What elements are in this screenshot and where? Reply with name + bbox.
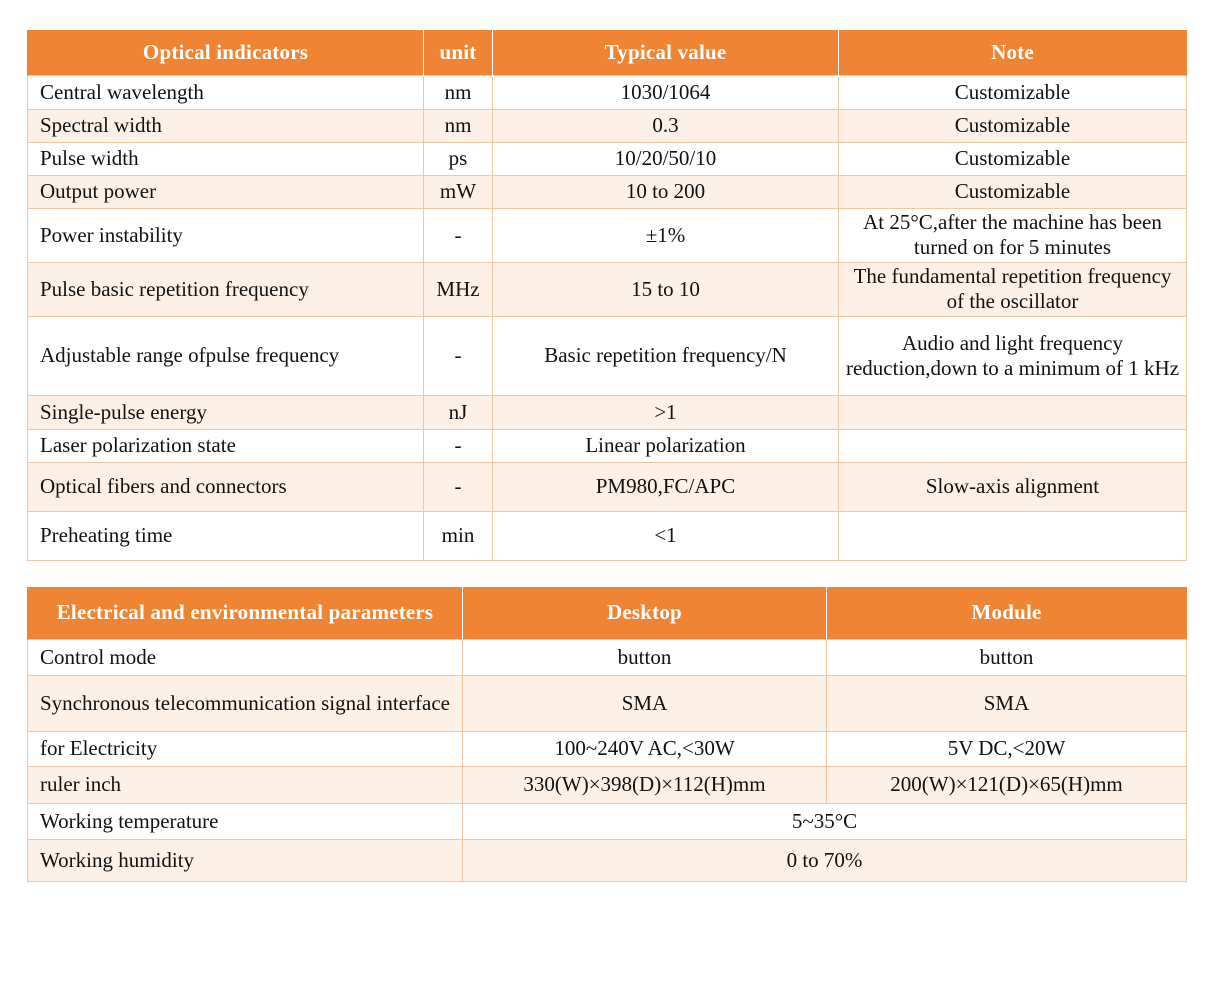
param-name: Output power [28, 175, 424, 208]
table-row [28, 639, 1187, 675]
desktop-value: SMA [463, 675, 827, 731]
header-typical-value: Typical value [493, 30, 839, 75]
param-name: Pulse basic repetition frequency [28, 262, 424, 316]
param-note: Customizable [839, 175, 1187, 208]
param-name: Control mode [28, 639, 463, 675]
table-row [28, 262, 1187, 316]
param-value: Basic repetition frequency/N [493, 316, 839, 395]
param-value: <1 [493, 511, 839, 560]
param-name: Power instability [28, 208, 424, 262]
table-row [28, 731, 1187, 766]
table-row [28, 395, 1187, 429]
optical-indicators-table [27, 30, 1187, 561]
param-value: >1 [493, 395, 839, 429]
module-value: SMA [827, 675, 1187, 731]
param-name: Pulse width [28, 142, 424, 175]
param-note [839, 395, 1187, 429]
param-note: Customizable [839, 75, 1187, 109]
header-unit: unit [424, 30, 493, 75]
param-name: ruler inch [28, 766, 463, 803]
param-note: Customizable [839, 109, 1187, 142]
electrical-header-row [28, 587, 1187, 639]
electrical-environmental-table [27, 587, 1187, 882]
param-value: PM980,FC/APC [493, 462, 839, 511]
table-row [28, 109, 1187, 142]
param-value: 0.3 [493, 109, 839, 142]
header-note: Note [839, 30, 1187, 75]
param-name: Laser polarization state [28, 429, 424, 462]
param-unit: nJ [424, 395, 493, 429]
table-row [28, 839, 1187, 881]
param-name: Synchronous telecommunication signal interface [28, 675, 463, 731]
param-unit: - [424, 462, 493, 511]
param-name: Adjustable range ofpulse frequency [28, 316, 424, 395]
param-value: 1030/1064 [493, 75, 839, 109]
table-row [28, 766, 1187, 803]
header-optical-indicators: Optical indicators [28, 30, 424, 75]
param-name: for Electricity [28, 731, 463, 766]
header-electrical-parameters: Electrical and environmental parameters [28, 587, 463, 639]
module-value: 5V DC,<20W [827, 731, 1187, 766]
table-row [28, 142, 1187, 175]
param-value: Linear polarization [493, 429, 839, 462]
module-value: 200(W)×121(D)×65(H)mm [827, 766, 1187, 803]
table-row [28, 429, 1187, 462]
optical-header-row [28, 30, 1187, 75]
table-row [28, 675, 1187, 731]
desktop-value: 330(W)×398(D)×112(H)mm [463, 766, 827, 803]
param-name: Spectral width [28, 109, 424, 142]
param-note [839, 511, 1187, 560]
table-row [28, 208, 1187, 262]
param-unit: MHz [424, 262, 493, 316]
param-name: Working humidity [28, 839, 463, 881]
table-row [28, 511, 1187, 560]
param-value: 15 to 10 [493, 262, 839, 316]
param-name: Working temperature [28, 803, 463, 839]
param-note: Audio and light frequency reduction,down to a minimum of 1 kHz [839, 316, 1187, 395]
param-unit: min [424, 511, 493, 560]
module-value: button [827, 639, 1187, 675]
param-name: Preheating time [28, 511, 424, 560]
table-row [28, 316, 1187, 395]
desktop-value: button [463, 639, 827, 675]
shared-value: 0 to 70% [463, 839, 1187, 881]
param-unit: mW [424, 175, 493, 208]
desktop-value: 100~240V AC,<30W [463, 731, 827, 766]
param-note: Slow-axis alignment [839, 462, 1187, 511]
param-note: Customizable [839, 142, 1187, 175]
param-note [839, 429, 1187, 462]
param-value: ±1% [493, 208, 839, 262]
table-row [28, 75, 1187, 109]
param-value: 10 to 200 [493, 175, 839, 208]
param-name: Central wavelength [28, 75, 424, 109]
param-name: Single-pulse energy [28, 395, 424, 429]
param-unit: ps [424, 142, 493, 175]
param-note: The fundamental repetition frequency of the oscillator [839, 262, 1187, 316]
header-desktop: Desktop [463, 587, 827, 639]
header-module: Module [827, 587, 1187, 639]
table-row [28, 462, 1187, 511]
table-row [28, 175, 1187, 208]
param-unit: - [424, 316, 493, 395]
table-row [28, 803, 1187, 839]
param-note: At 25°C,after the machine has been turned on for 5 minutes [839, 208, 1187, 262]
param-unit: nm [424, 75, 493, 109]
param-name: Optical fibers and connectors [28, 462, 424, 511]
shared-value: 5~35°C [463, 803, 1187, 839]
param-unit: - [424, 429, 493, 462]
param-unit: - [424, 208, 493, 262]
param-unit: nm [424, 109, 493, 142]
param-value: 10/20/50/10 [493, 142, 839, 175]
